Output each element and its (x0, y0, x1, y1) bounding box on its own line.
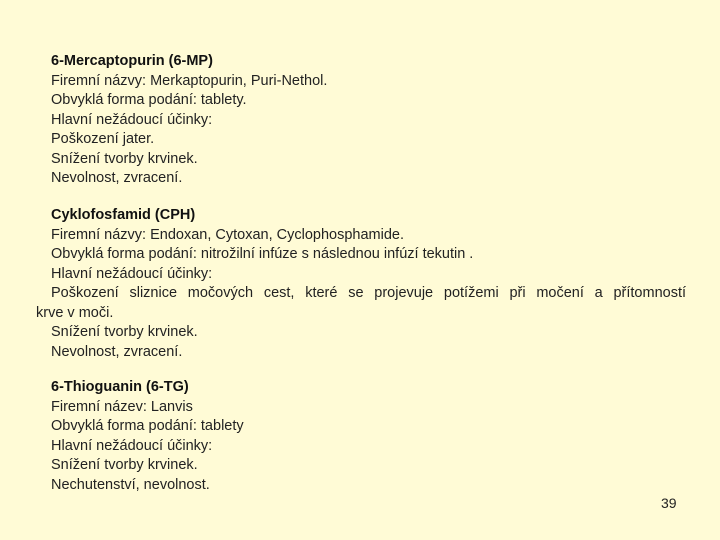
brand-names-line: Firemní názvy: Merkaptopurin, Puri-Nethol. (51, 72, 328, 89)
drug-section-thioguanine (36, 378, 696, 495)
administration-line: Obvyklá forma podání: tablety (51, 418, 244, 434)
side-effect-line: Poškození jater. (51, 131, 155, 147)
side-effect-line-continuation: krve v moči. (36, 304, 114, 321)
side-effect-line: Snížení tvorby krvinek. (51, 457, 198, 473)
side-effects-heading: Hlavní nežádoucí účinky: (51, 437, 213, 454)
administration-line: Obvyklá forma podání: nitrožilní infúze s následnou infúzí tekutin . (51, 246, 474, 262)
drug-section-mercaptopurine (36, 52, 696, 189)
drug-title: Cyklofosfamid (CPH) (51, 207, 196, 223)
side-effect-line: Snížení tvorby krvinek. (51, 324, 198, 340)
side-effect-line: Nevolnost, zvracení. (51, 170, 183, 186)
side-effect-line: Poškození sliznice močových cest, které se projevuje potížemi při močení a přítomností (51, 285, 686, 301)
drug-section-cyclophosphamide (36, 206, 696, 362)
side-effects-heading: Hlavní nežádoucí účinky: (51, 111, 213, 128)
page-number: 39 (661, 495, 677, 511)
drug-title: 6-Mercaptopurin (6-MP) (51, 53, 213, 69)
side-effect-line: Nechutenství, nevolnost. (51, 476, 210, 493)
brand-names-line: Firemní názvy: Endoxan, Cytoxan, Cyclophosphamide. (51, 226, 405, 243)
brand-names-line: Firemní název: Lanvis (51, 398, 193, 415)
side-effects-heading: Hlavní nežádoucí účinky: (51, 265, 213, 282)
drug-title: 6-Thioguanin (6-TG) (51, 379, 189, 395)
side-effect-line: Nevolnost, zvracení. (51, 343, 183, 360)
administration-line: Obvyklá forma podání: tablety. (51, 92, 247, 108)
side-effect-line: Snížení tvorby krvinek. (51, 150, 198, 167)
